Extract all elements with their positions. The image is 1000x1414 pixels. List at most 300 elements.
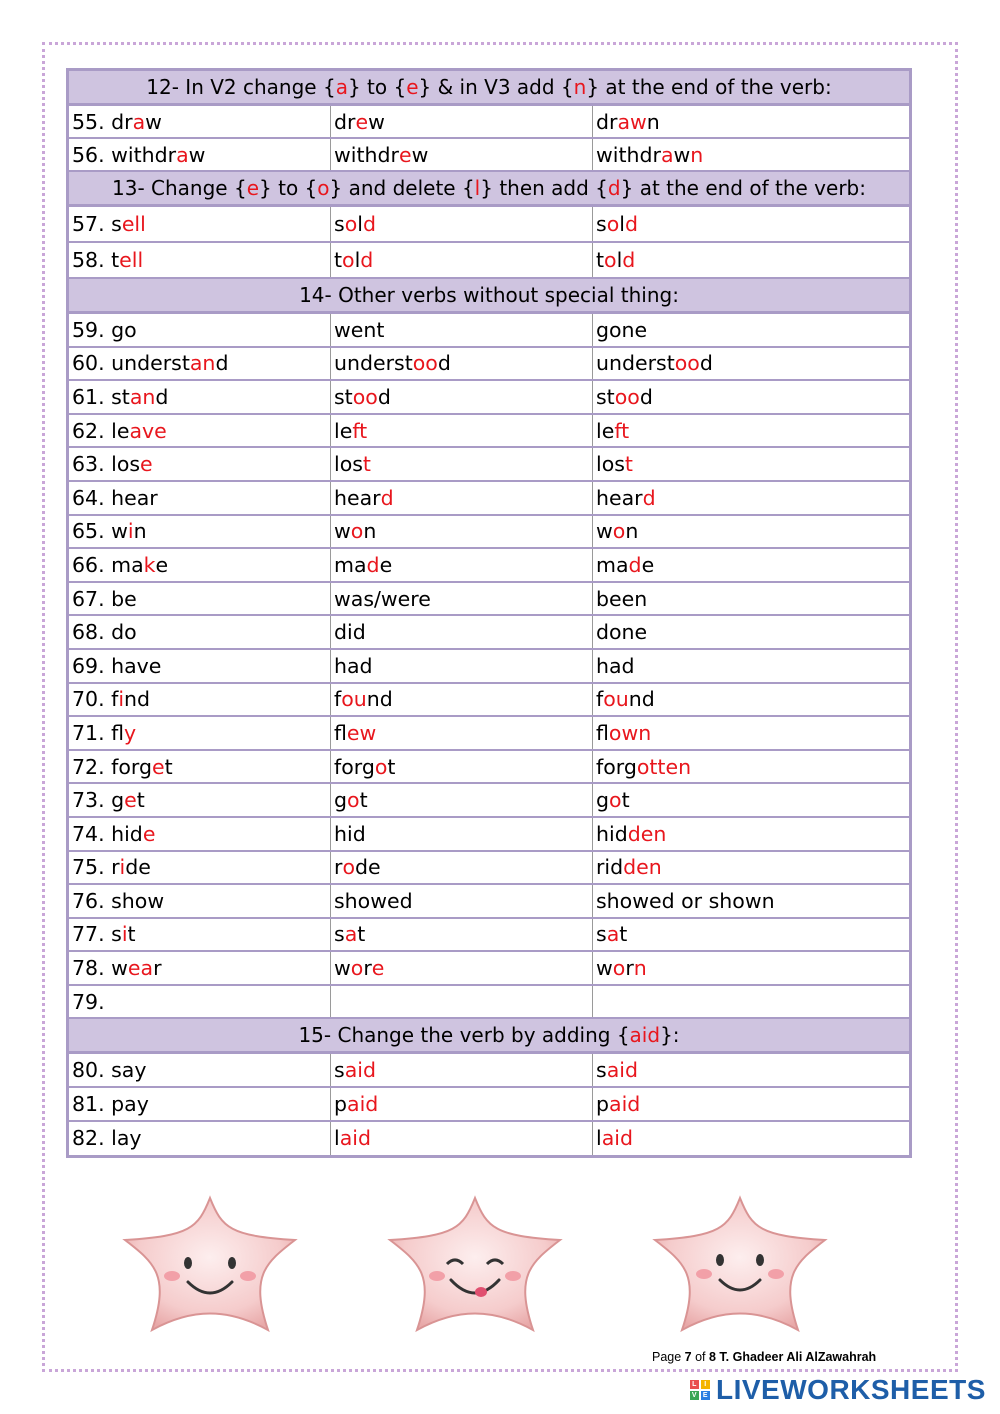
highlight-text: ft xyxy=(352,418,368,443)
table-row xyxy=(69,751,909,785)
table-row xyxy=(69,348,909,382)
table-row xyxy=(69,818,909,852)
text-segment: t xyxy=(621,788,630,813)
verb-base-cell xyxy=(69,1122,331,1156)
table-row xyxy=(69,616,909,650)
verb-past-cell xyxy=(331,139,593,170)
text-segment: 69. have xyxy=(72,653,162,678)
text-segment: t xyxy=(127,922,136,947)
text-segment: l xyxy=(596,1126,602,1151)
text-segment: 77. s xyxy=(72,922,122,947)
highlight-text: e xyxy=(246,176,260,200)
highlight-text: an xyxy=(189,351,216,376)
verb-participle-cell xyxy=(593,784,909,816)
text-segment: withdr xyxy=(596,142,661,167)
highlight-text: aid xyxy=(609,1091,641,1116)
highlight-text: a xyxy=(176,142,189,167)
text-segment: t xyxy=(357,922,366,947)
highlight-text: o xyxy=(374,754,388,779)
verb-past-cell xyxy=(331,852,593,884)
brand-name: LIVEWORKSHEETS xyxy=(716,1374,986,1405)
highlight-text: i xyxy=(118,687,125,712)
text-segment: ma xyxy=(334,552,367,577)
verb-participle-cell xyxy=(593,818,909,850)
verb-past-cell xyxy=(331,784,593,816)
verb-participle-cell xyxy=(593,751,909,783)
verb-past-cell xyxy=(331,207,593,241)
highlight-text: e xyxy=(140,452,153,477)
verb-past-cell xyxy=(331,549,593,581)
highlight-text: d xyxy=(622,248,636,272)
verb-past-cell xyxy=(331,583,593,615)
text-segment: d xyxy=(377,384,391,409)
text-segment: went xyxy=(334,317,385,342)
text-segment: 58. t xyxy=(72,248,120,272)
page-total: 8 xyxy=(709,1350,716,1364)
text-segment: e xyxy=(155,552,169,577)
verb-past-cell xyxy=(331,106,593,137)
text-segment: e xyxy=(379,552,393,577)
verb-base-cell xyxy=(69,717,331,749)
verb-base-cell xyxy=(69,952,331,984)
highlight-text: ea xyxy=(127,956,154,981)
text-segment: 67. be xyxy=(72,586,137,611)
highlight-text: oo xyxy=(674,351,700,376)
text-segment: t xyxy=(596,248,605,272)
text-segment: t xyxy=(387,754,396,779)
verb-base-cell xyxy=(69,784,331,816)
highlight-text: ou xyxy=(603,687,629,712)
page-footer xyxy=(652,1350,876,1364)
highlight-text: o xyxy=(350,519,364,544)
table-row xyxy=(69,448,909,482)
table-row xyxy=(69,415,909,449)
highlight-text: e xyxy=(124,788,137,813)
table-row xyxy=(69,381,909,415)
verb-past-cell xyxy=(331,818,593,850)
verb-base-cell xyxy=(69,314,331,346)
verb-participle-cell xyxy=(593,549,909,581)
text-segment: 12- In V2 change { xyxy=(146,75,336,99)
text-segment: 66. ma xyxy=(72,552,144,577)
highlight-text: oo xyxy=(614,384,640,409)
highlight-text: n xyxy=(633,956,647,981)
text-segment: hid xyxy=(334,821,366,846)
text-segment: d xyxy=(155,384,169,409)
highlight-text: d xyxy=(366,552,380,577)
verb-past-cell xyxy=(331,986,593,1018)
verb-base-cell xyxy=(69,243,331,277)
highlight-text: ave xyxy=(129,418,167,443)
text-segment: 71. fl xyxy=(72,720,125,745)
text-segment: w xyxy=(334,519,351,544)
verb-participle-cell xyxy=(593,684,909,716)
highlight-text: t xyxy=(624,452,633,477)
highlight-text: o xyxy=(347,788,360,813)
highlight-text: i xyxy=(121,922,128,947)
verb-past-cell xyxy=(331,885,593,917)
verb-participle-cell xyxy=(593,852,909,884)
text-segment: forg xyxy=(334,754,375,779)
text-segment: 63. los xyxy=(72,452,141,477)
verb-past-cell xyxy=(331,1088,593,1120)
text-segment: was/were xyxy=(334,586,431,611)
verb-base-cell xyxy=(69,482,331,514)
verb-past-cell xyxy=(331,243,593,277)
text-segment: 56. withdr xyxy=(72,142,177,167)
verb-participle-cell xyxy=(593,106,909,137)
author-name: T. Ghadeer Ali AlZawahrah xyxy=(715,1350,877,1364)
text-segment: r xyxy=(334,855,343,880)
table-row xyxy=(69,919,909,953)
table-row xyxy=(69,852,909,886)
text-segment: nd xyxy=(124,687,151,712)
text-segment: fl xyxy=(596,720,609,745)
star-face-icon xyxy=(125,1198,295,1330)
text-segment: 80. say xyxy=(72,1058,147,1083)
text-segment: } and delete { xyxy=(329,176,475,200)
highlight-text: o xyxy=(609,788,622,813)
text-segment: had xyxy=(334,653,373,678)
highlight-text: aid xyxy=(601,1126,633,1151)
verb-participle-cell xyxy=(593,348,909,380)
text-segment: 59. go xyxy=(72,317,137,342)
text-segment: r xyxy=(153,956,162,981)
verb-participle-cell xyxy=(593,616,909,648)
text-segment: 15- Change the verb by adding { xyxy=(298,1023,630,1048)
text-segment: 72. forg xyxy=(72,754,152,779)
verb-past-cell xyxy=(331,415,593,447)
text-segment: t xyxy=(359,788,368,813)
text-segment: 68. do xyxy=(72,620,137,645)
highlight-text: t xyxy=(362,452,371,477)
text-segment: hear xyxy=(334,485,381,510)
text-segment: w xyxy=(596,956,613,981)
text-segment: underst xyxy=(596,351,675,376)
text-segment: w xyxy=(334,956,351,981)
verb-base-cell xyxy=(69,348,331,380)
verb-past-cell xyxy=(331,1122,593,1156)
page-prefix: Page xyxy=(652,1350,685,1364)
section-header xyxy=(69,279,909,314)
highlight-text: e xyxy=(398,142,412,167)
verb-participle-cell xyxy=(593,448,909,480)
text-segment: l xyxy=(616,248,623,272)
verb-participle-cell xyxy=(593,717,909,749)
highlight-text: aid xyxy=(344,1058,376,1083)
text-segment: 74. hid xyxy=(72,821,143,846)
table-row xyxy=(69,139,909,172)
page-of: of xyxy=(691,1350,709,1364)
highlight-text: oo xyxy=(352,384,378,409)
text-segment: s xyxy=(334,212,345,236)
text-segment: }: xyxy=(660,1023,680,1048)
text-segment: underst xyxy=(334,351,413,376)
text-segment: r xyxy=(625,956,634,981)
verb-participle-cell xyxy=(593,516,909,548)
verb-past-cell xyxy=(331,919,593,951)
table-row xyxy=(69,207,909,243)
verb-base-cell xyxy=(69,885,331,917)
text-segment: le xyxy=(334,418,353,443)
table-row xyxy=(69,885,909,919)
verb-participle-cell xyxy=(593,482,909,514)
highlight-text: o xyxy=(612,519,626,544)
highlight-text: d xyxy=(628,552,642,577)
highlight-text: aid xyxy=(347,1091,379,1116)
text-segment: g xyxy=(334,788,348,813)
text-segment: d xyxy=(215,351,229,376)
highlight-text: o xyxy=(612,956,626,981)
verb-base-cell xyxy=(69,818,331,850)
highlight-text: d xyxy=(362,212,376,236)
highlight-text: oo xyxy=(412,351,438,376)
highlight-text: otten xyxy=(636,754,692,779)
text-segment: hear xyxy=(596,485,643,510)
text-segment: 65. w xyxy=(72,519,128,544)
text-segment: d xyxy=(699,351,713,376)
text-segment: p xyxy=(334,1091,348,1116)
highlight-text: e xyxy=(151,754,165,779)
highlight-text: d xyxy=(380,485,394,510)
text-segment: t xyxy=(136,788,145,813)
star-decorations xyxy=(100,1190,900,1350)
verb-base-cell xyxy=(69,650,331,682)
text-segment: 64. hear xyxy=(72,485,158,510)
text-segment: d xyxy=(639,384,653,409)
liveworksheets-brand[interactable] xyxy=(690,1374,986,1406)
text-segment: los xyxy=(334,452,363,477)
text-segment: } then add { xyxy=(480,176,608,200)
highlight-text: ell xyxy=(121,212,146,236)
text-segment: 82. lay xyxy=(72,1126,142,1151)
verb-participle-cell xyxy=(593,1122,909,1156)
text-segment: de xyxy=(125,855,151,880)
text-segment: p xyxy=(596,1091,610,1116)
verb-base-cell xyxy=(69,986,331,1018)
text-segment: w xyxy=(368,109,385,134)
highlight-text: ell xyxy=(119,248,144,272)
highlight-text: an xyxy=(129,384,156,409)
text-segment: withdr xyxy=(334,142,399,167)
verb-participle-cell xyxy=(593,1088,909,1120)
text-segment: n xyxy=(133,519,147,544)
verb-base-cell xyxy=(69,448,331,480)
verb-base-cell xyxy=(69,1088,331,1120)
highlight-text: aw xyxy=(617,109,647,134)
text-segment: 13- Change { xyxy=(112,176,247,200)
section-header xyxy=(69,172,909,207)
highlight-text: den xyxy=(627,821,667,846)
table-row xyxy=(69,784,909,818)
text-segment: s xyxy=(334,922,345,947)
highlight-text: i xyxy=(119,855,126,880)
table-row xyxy=(69,1122,909,1156)
highlight-text: e xyxy=(406,75,419,99)
highlight-text: o xyxy=(342,855,355,880)
text-segment: done xyxy=(596,620,648,645)
text-segment: } & in V3 add { xyxy=(418,75,574,99)
text-segment: 55. dr xyxy=(72,109,133,134)
text-segment: did xyxy=(334,620,366,645)
text-segment: 14- Other verbs without special thing: xyxy=(299,283,679,307)
highlight-text: d xyxy=(642,485,656,510)
highlight-text: y xyxy=(124,720,137,745)
verb-table xyxy=(66,68,912,1158)
highlight-text: a xyxy=(344,922,358,947)
verb-past-cell xyxy=(331,348,593,380)
text-segment: s xyxy=(596,922,607,947)
verb-participle-cell xyxy=(593,314,909,346)
text-segment: } to { xyxy=(347,75,407,99)
text-segment: dr xyxy=(596,109,618,134)
highlight-text: o xyxy=(344,212,358,236)
text-segment: 76. show xyxy=(72,888,165,913)
highlight-text: k xyxy=(143,552,156,577)
highlight-text: den xyxy=(623,855,662,880)
verb-participle-cell xyxy=(593,952,909,984)
table-row xyxy=(69,986,909,1020)
verb-past-cell xyxy=(331,616,593,648)
highlight-text: e xyxy=(355,109,369,134)
highlight-text: aid xyxy=(629,1023,661,1048)
verb-base-cell xyxy=(69,106,331,137)
table-row xyxy=(69,650,909,684)
text-segment: f xyxy=(596,687,604,712)
verb-past-cell xyxy=(331,952,593,984)
text-segment: 70. f xyxy=(72,687,119,712)
text-segment: l xyxy=(357,212,363,236)
verb-past-cell xyxy=(331,751,593,783)
verb-base-cell xyxy=(69,751,331,783)
page-current: 7 xyxy=(684,1350,692,1364)
highlight-text: a xyxy=(606,922,620,947)
text-segment: t xyxy=(164,754,173,779)
highlight-text: a xyxy=(335,75,348,99)
star-face-icon xyxy=(390,1198,560,1330)
text-segment: 79. xyxy=(72,989,105,1014)
text-segment: nd xyxy=(366,687,393,712)
text-segment: w xyxy=(411,142,429,167)
text-segment: s xyxy=(596,212,607,236)
text-segment: n xyxy=(625,519,639,544)
highlight-text: ft xyxy=(614,418,630,443)
table-row xyxy=(69,243,909,279)
verb-participle-cell xyxy=(593,243,909,277)
highlight-text: d xyxy=(360,248,374,272)
text-segment: de xyxy=(354,855,381,880)
text-segment: } to { xyxy=(259,176,318,200)
verb-base-cell xyxy=(69,1054,331,1086)
highlight-text: a xyxy=(660,142,674,167)
text-segment: r xyxy=(363,956,372,981)
highlight-text: aid xyxy=(606,1058,638,1083)
verb-base-cell xyxy=(69,415,331,447)
text-segment: st xyxy=(596,384,615,409)
verb-participle-cell xyxy=(593,381,909,413)
text-segment: l xyxy=(334,1126,340,1151)
highlight-text: e xyxy=(371,956,385,981)
text-segment: t xyxy=(334,248,343,272)
verb-base-cell xyxy=(69,549,331,581)
verb-base-cell xyxy=(69,616,331,648)
text-segment: fl xyxy=(334,720,347,745)
text-segment: 57. s xyxy=(72,212,122,236)
text-segment: s xyxy=(596,1058,607,1083)
highlight-text: aid xyxy=(339,1126,371,1151)
highlight-text: l xyxy=(474,176,481,200)
verb-participle-cell xyxy=(593,207,909,241)
text-segment: w xyxy=(673,142,691,167)
verb-base-cell xyxy=(69,852,331,884)
highlight-text: n xyxy=(573,75,587,99)
star-face-icon xyxy=(655,1198,825,1330)
verb-participle-cell xyxy=(593,650,909,682)
text-segment: l xyxy=(354,248,361,272)
text-segment: rid xyxy=(596,855,624,880)
verb-base-cell xyxy=(69,919,331,951)
text-segment: n xyxy=(363,519,377,544)
highlight-text: e xyxy=(142,821,156,846)
table-row xyxy=(69,106,909,139)
text-segment: 75. r xyxy=(72,855,120,880)
verb-past-cell xyxy=(331,516,593,548)
verb-base-cell xyxy=(69,684,331,716)
text-segment: 81. pay xyxy=(72,1091,149,1116)
text-segment: f xyxy=(334,687,342,712)
verb-participle-cell xyxy=(593,139,909,170)
highlight-text: d xyxy=(607,176,621,200)
liveworksheets-logo-icon: L I V E xyxy=(691,1381,709,1399)
verb-base-cell xyxy=(69,516,331,548)
table-row xyxy=(69,717,909,751)
text-segment: st xyxy=(334,384,353,409)
text-segment: } at the end of the verb: xyxy=(586,75,832,99)
table-row xyxy=(69,549,909,583)
highlight-text: o xyxy=(604,248,617,272)
table-row xyxy=(69,583,909,617)
verb-past-cell xyxy=(331,482,593,514)
verb-participle-cell xyxy=(593,919,909,951)
verb-past-cell xyxy=(331,1054,593,1086)
verb-participle-cell xyxy=(593,415,909,447)
section-header xyxy=(69,1019,909,1054)
table-row xyxy=(69,1054,909,1088)
verb-past-cell xyxy=(331,448,593,480)
highlight-text: ou xyxy=(341,687,367,712)
text-segment: g xyxy=(596,788,610,813)
table-row xyxy=(69,1088,909,1122)
table-row xyxy=(69,516,909,550)
text-segment: ma xyxy=(596,552,629,577)
text-segment: l xyxy=(619,212,625,236)
verb-past-cell xyxy=(331,314,593,346)
text-segment: s xyxy=(334,1058,345,1083)
text-segment: forg xyxy=(596,754,637,779)
text-segment: dr xyxy=(334,109,356,134)
text-segment: los xyxy=(596,452,625,477)
highlight-text: d xyxy=(624,212,638,236)
highlight-text: i xyxy=(127,519,134,544)
verb-past-cell xyxy=(331,381,593,413)
verb-participle-cell xyxy=(593,1054,909,1086)
verb-participle-cell xyxy=(593,583,909,615)
text-segment: t xyxy=(619,922,628,947)
text-segment: had xyxy=(596,653,635,678)
text-segment: been xyxy=(596,586,648,611)
highlight-text: own xyxy=(608,720,652,745)
text-segment: } at the end of the verb: xyxy=(620,176,866,200)
